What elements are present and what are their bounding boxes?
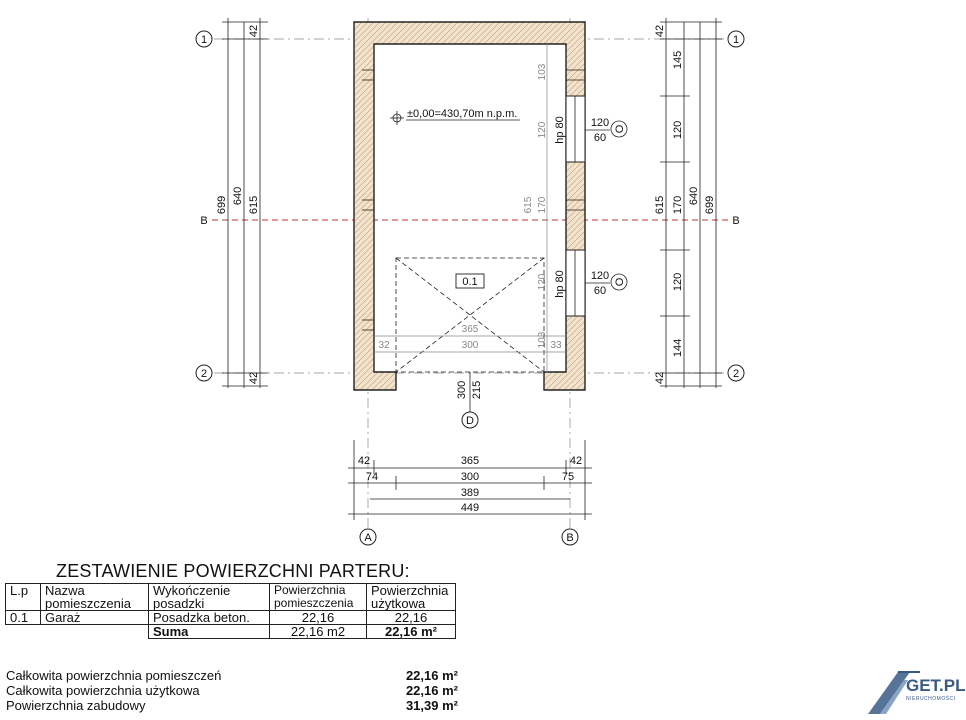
dim-right-120a: 120 <box>672 120 684 140</box>
window1-dim-bottom: 60 <box>593 132 607 144</box>
dim-inner-32: 32 <box>378 340 390 351</box>
dim-inner-365: 365 <box>461 324 479 335</box>
table-row <box>6 611 456 625</box>
section-label-left: B <box>200 215 208 227</box>
dim-iv-615: 615 <box>523 196 534 214</box>
axis-1-right: 1 <box>732 34 740 46</box>
dim-iv-103b: 103 <box>537 331 548 349</box>
axis-b: B <box>566 532 574 544</box>
left-dimension-lines <box>222 18 268 388</box>
window1-dim-top: 120 <box>590 117 610 129</box>
door-dim-300: 300 <box>456 380 468 400</box>
sum-room: 22,16 m2 <box>270 625 367 639</box>
axis-1-left: 1 <box>200 34 208 46</box>
table-title: ZESTAWIENIE POWIERZCHNI PARTERU: <box>56 561 410 581</box>
dim-iv-103a: 103 <box>537 63 548 81</box>
dim-left-42-top: 42 <box>248 24 260 38</box>
dim-bottom-42-left: 42 <box>357 455 371 467</box>
summary-label: Całkowita powierzchnia pomieszczeń <box>6 668 222 683</box>
dim-bottom-365: 365 <box>460 455 480 467</box>
summary-row-total-usable <box>6 683 458 698</box>
axis-a: A <box>364 532 372 544</box>
sum-usable: 22,16 m² <box>367 625 456 639</box>
room-id: 0.1 <box>462 276 478 288</box>
window-sill-1: hp 80 <box>554 116 566 144</box>
summary-value: 31,39 m² <box>405 698 458 713</box>
dim-right-144: 144 <box>672 338 684 358</box>
dim-iv-120b: 120 <box>537 273 548 291</box>
header-area-usable: Powierzchnia użytkowa <box>367 584 456 611</box>
summary-label: Całkowita powierzchnia użytkowa <box>6 683 200 698</box>
dim-bottom-449: 449 <box>460 502 480 514</box>
header-area-room: Powierzchnia pomieszczenia <box>270 584 367 611</box>
dim-left-699: 699 <box>216 195 228 215</box>
dim-left-640: 640 <box>232 186 244 206</box>
logo-text: GET.PL <box>906 676 966 695</box>
table-sum-row <box>6 625 456 639</box>
dim-right-145: 145 <box>672 50 684 70</box>
dim-right-699: 699 <box>704 195 716 215</box>
cell-area-room: 22,16 <box>270 611 367 625</box>
table-header-row <box>6 584 456 611</box>
window2-dim-bottom: 60 <box>593 285 607 297</box>
door-dim-215: 215 <box>471 380 483 400</box>
window2-dim-top: 120 <box>590 270 610 282</box>
door-d: D <box>466 415 474 427</box>
dim-iv-170: 170 <box>537 196 548 214</box>
dim-right-170: 170 <box>672 195 684 215</box>
summary-value: 22,16 m² <box>405 668 458 683</box>
dim-right-42-bottom: 42 <box>654 371 666 385</box>
dim-bottom-300: 300 <box>460 471 480 483</box>
dim-right-42-top: 42 <box>654 24 666 38</box>
dim-bottom-389: 389 <box>460 487 480 499</box>
summary-label: Powierzchnia zabudowy <box>6 698 146 713</box>
header-name: Nazwa pomieszczenia <box>41 584 149 611</box>
area-summary <box>6 668 458 713</box>
dim-left-615: 615 <box>248 195 260 215</box>
dim-right-120b: 120 <box>672 272 684 292</box>
area-table <box>5 583 456 639</box>
window1-symbol: O <box>614 124 626 134</box>
summary-value: 22,16 m² <box>405 683 458 698</box>
dim-left-42-bottom: 42 <box>248 371 260 385</box>
axis-2-right: 2 <box>732 368 740 380</box>
summary-row-total-rooms <box>6 668 458 683</box>
dim-inner-300: 300 <box>461 340 479 351</box>
logo-subtext: NIERUCHOMOŚCI <box>906 696 956 702</box>
cell-area-usable: 22,16 <box>367 611 456 625</box>
dim-bottom-42-right: 42 <box>569 455 583 467</box>
dim-iv-120a: 120 <box>537 121 548 139</box>
cell-lp: 0.1 <box>6 611 41 625</box>
dim-right-615: 615 <box>654 195 666 215</box>
window2-symbol: O <box>614 277 626 287</box>
dim-bottom-75: 75 <box>561 471 575 483</box>
axis-2-left: 2 <box>200 368 208 380</box>
dim-bottom-74: 74 <box>365 471 379 483</box>
cell-finish: Posadzka beton. <box>149 611 270 625</box>
header-finish: Wykończenie posadzki <box>149 584 270 611</box>
sum-label: Suma <box>149 625 270 639</box>
header-lp: L.p <box>6 584 41 611</box>
level-text: ±0,00=430,70m n.p.m. <box>407 108 518 120</box>
dim-inner-33: 33 <box>550 340 562 351</box>
dim-right-640: 640 <box>688 186 700 206</box>
section-label-right: B <box>732 215 740 227</box>
cell-name: Garaż <box>41 611 149 625</box>
summary-row-built-area <box>6 698 458 713</box>
window-sill-2: hp 80 <box>554 270 566 298</box>
